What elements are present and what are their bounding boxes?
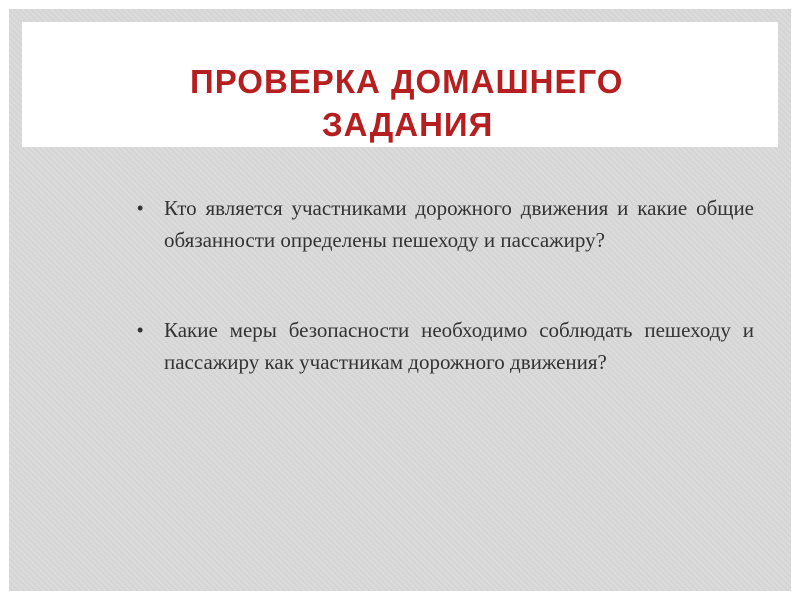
bullet-dot-icon: • (137, 320, 144, 340)
bullet-text: Кто является участниками дорожного движения и какие общие обязанности определены пешеходу и пассажиру? (164, 196, 754, 252)
bullet-list (129, 192, 754, 378)
title-band (22, 22, 778, 147)
slide-title (22, 60, 778, 146)
slide-title-line-1: ПРОВЕРКА ДОМАШНЕГО (190, 63, 624, 100)
slide (9, 9, 791, 591)
bullet-dot-icon: • (137, 198, 144, 218)
bullet-item (129, 314, 754, 378)
slide-title-line-2: ЗАДАНИЯ (322, 106, 494, 143)
bullet-text: Какие меры безопасности необходимо соблюдать пешеходу и пассажиру как участникам дорожного движения? (164, 318, 754, 374)
bullet-item (129, 192, 754, 256)
